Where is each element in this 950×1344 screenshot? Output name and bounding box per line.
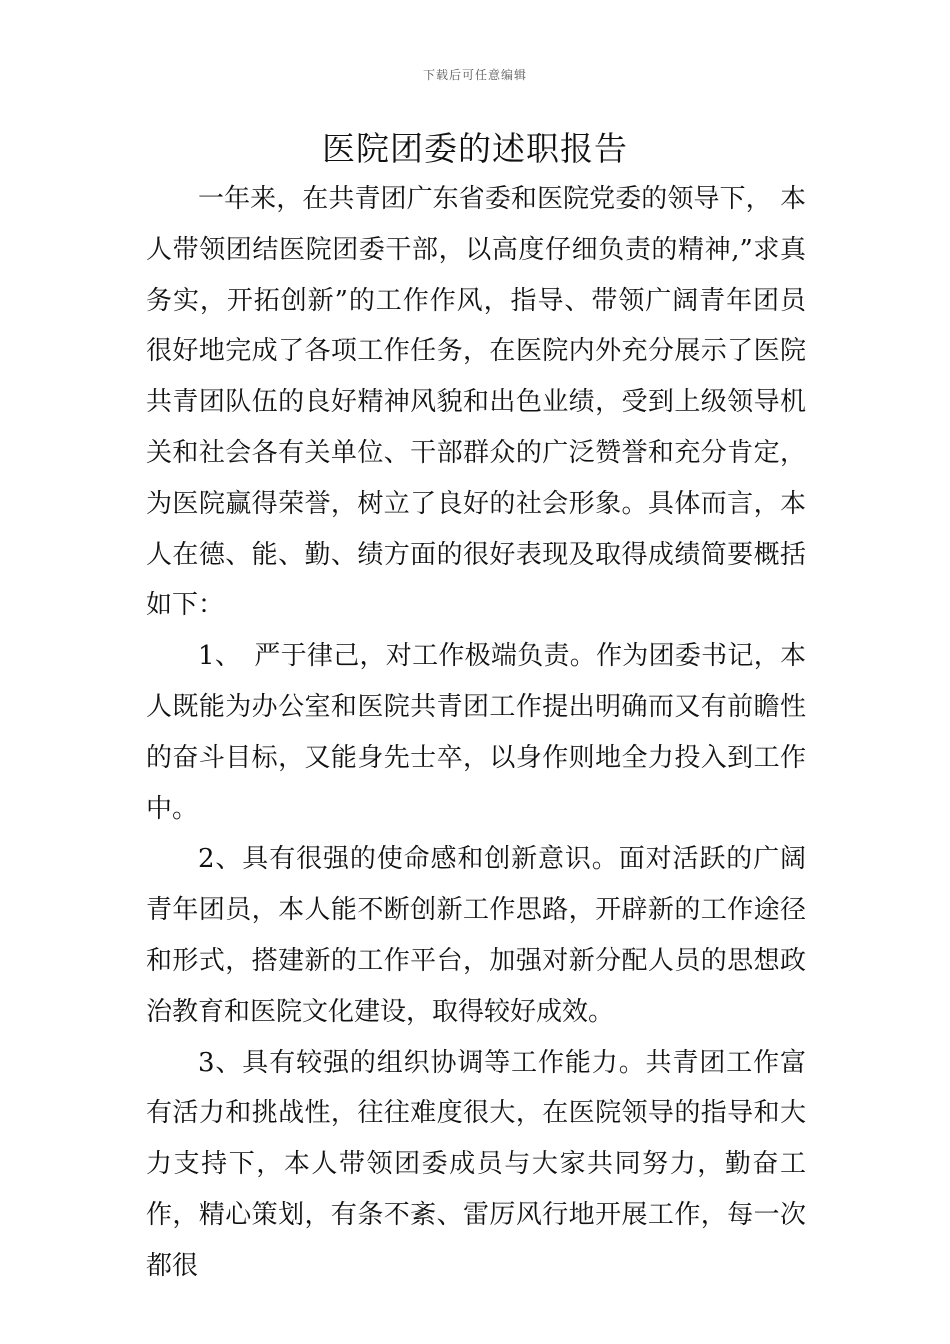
paragraph-point-1: 1、 严于律己，对工作极端负责。作为团委书记，本人既能为办公室和医院共青团工作提出明确而又有前瞻性的奋斗目标，又能身先士卒，以身作则地全力投入到工作中。	[146, 641, 806, 824]
paragraph-intro: 一年来，在共青团广东省委和医院党委的领导下， 本人带领团结医院团委干部，以高度仔细负责的精神,”求真务实，开拓创新”的工作作风，指导、带领广阔青年团员很好地完成了各项工作任务，在医院内外充分展示了医院共青团队伍的良好精神风貌和出色业绩，受到上级领导机关和社会各有关单位、干部群众的广泛赞誉和充分肯定，为医院赢得荣誉，树立了良好的社会形象。具体而言，本人在德、能、勤、绩方面的很好表现及取得成绩简要概括如下：	[146, 184, 806, 621]
header-note: 下载后可任意编辑	[422, 68, 527, 82]
document-title: 医院团委的述职报告	[322, 129, 628, 168]
paragraph-point-2: 2、具有很强的使命感和创新意识。面对活跃的广阔青年团员，本人能不断创新工作思路，开辟新的工作途径和形式，搭建新的工作平台，加强对新分配人员的思想政治教育和医院文化建设，取得较好成效。	[146, 844, 806, 1027]
paragraph-point-3: 3、具有较强的组织协调等工作能力。共青团工作富有活力和挑战性，往往难度很大，在医院领导的指导和大力支持下，本人带领团委成员与大家共同努力，勤奋工作，精心策划，有条不紊、雷厉风行地开展工作，每一次都很	[146, 1047, 806, 1281]
document-body	[146, 174, 806, 1292]
